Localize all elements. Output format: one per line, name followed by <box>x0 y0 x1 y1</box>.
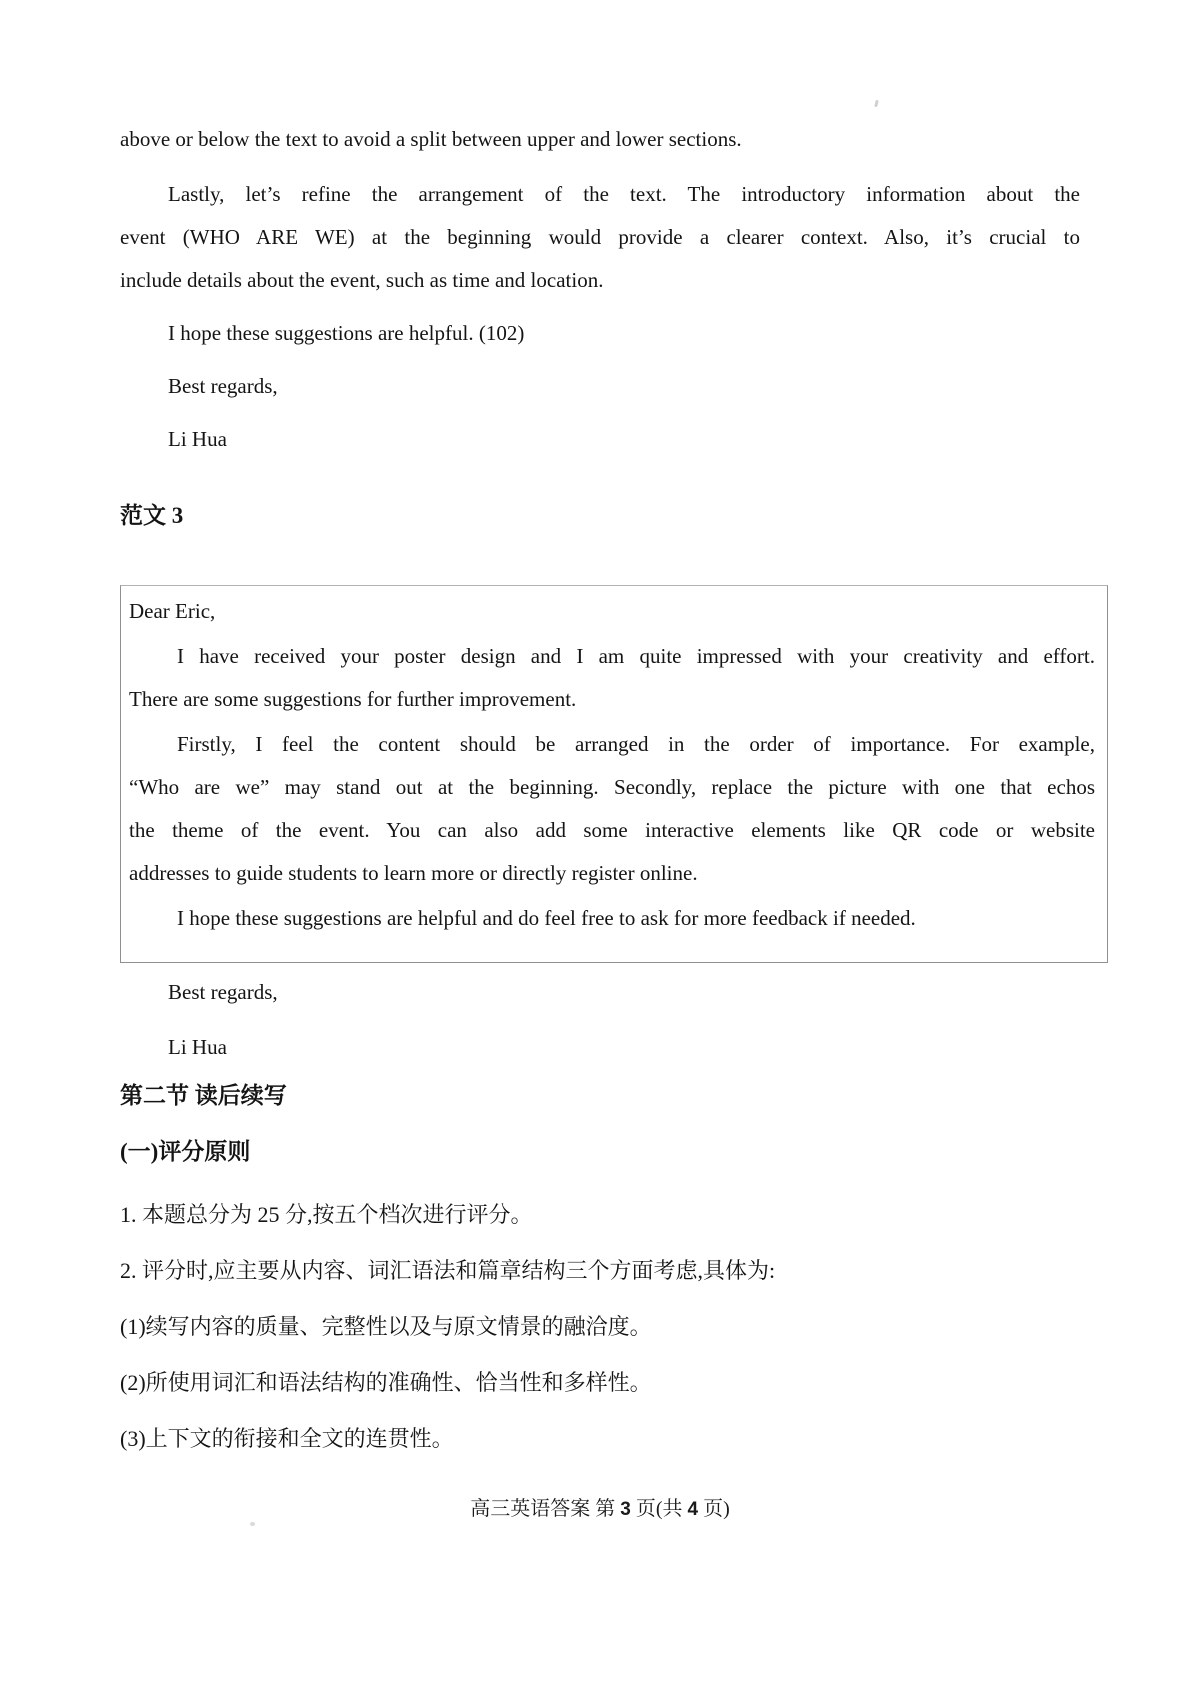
signature-line-2: Li Hua <box>168 1035 227 1059</box>
letter-para2 <box>129 723 1095 895</box>
letter-para2-line-2: “Who are we” may stand out at the beginning. Secondly, replace the picture with one that echos <box>129 775 1095 799</box>
signature-line: Li Hua <box>168 427 227 451</box>
footer-total-pages: 4 <box>687 1499 699 1520</box>
footer-page-number: 3 <box>620 1499 631 1520</box>
section2-heading: 第二节 读后续写 <box>120 1083 287 1108</box>
letter-para1-line-2: There are some suggestions for further improvement. <box>129 687 577 711</box>
paragraph-lastly <box>120 173 1080 302</box>
letter-para1 <box>129 635 1095 721</box>
footer-mid-label: 页(共 <box>630 1498 688 1520</box>
closing-line-2: Best regards, <box>168 980 278 1004</box>
scoring-principles-heading: (一)评分原则 <box>120 1139 251 1164</box>
scoring-item-1: 1. 本题总分为 25 分,按五个档次进行评分。 <box>120 1202 533 1227</box>
scoring-subitem-1: (1)续写内容的质量、完整性以及与原文情景的融洽度。 <box>120 1314 652 1339</box>
continuation-line: above or below the text to avoid a split between upper and lower sections. <box>120 127 742 151</box>
paragraph-lastly-line-1: Lastly, let’s refine the arrangement of the text. The introductory information about the <box>168 182 1080 206</box>
letter-salutation: Dear Eric, <box>129 599 216 623</box>
scoring-subitem-3: (3)上下文的衔接和全文的连贯性。 <box>120 1426 454 1451</box>
closing-line: Best regards, <box>168 374 278 398</box>
letter-para3: I hope these suggestions are helpful and do feel free to ask for more feedback if needed. <box>177 906 916 930</box>
scan-artifact-bottom-left <box>250 1522 255 1526</box>
hope-line: I hope these suggestions are helpful. (102) <box>168 321 525 345</box>
paragraph-lastly-line-2: event (WHO ARE WE) at the beginning would provide a clearer context. Also, it’s crucial to <box>120 225 1080 249</box>
letter-para1-line-1: I have received your poster design and I am quite impressed with your creativity and effort. <box>177 644 1095 668</box>
page-footer <box>0 1492 1200 1521</box>
footer-end-label: 页) <box>698 1498 730 1520</box>
letter-para2-line-1: Firstly, I feel the content should be arranged in the order of importance. For example, <box>177 732 1095 756</box>
sample3-heading: 范文 3 <box>120 503 184 528</box>
letter-para2-line-3: the theme of the event. You can also add some interactive elements like QR code or website <box>129 818 1095 842</box>
footer-label: 高三英语答案 第 <box>470 1498 621 1520</box>
paragraph-lastly-line-3: include details about the event, such as time and location. <box>120 268 604 292</box>
scoring-subitem-2: (2)所使用词汇和语法结构的准确性、恰当性和多样性。 <box>120 1370 652 1395</box>
letter-para2-line-4: addresses to guide students to learn more or directly register online. <box>129 861 698 885</box>
scoring-item-2: 2. 评分时,应主要从内容、词汇语法和篇章结构三个方面考虑,具体为: <box>120 1258 776 1283</box>
scan-artifact-top-right <box>874 100 879 108</box>
sample-letter-box <box>120 585 1108 963</box>
